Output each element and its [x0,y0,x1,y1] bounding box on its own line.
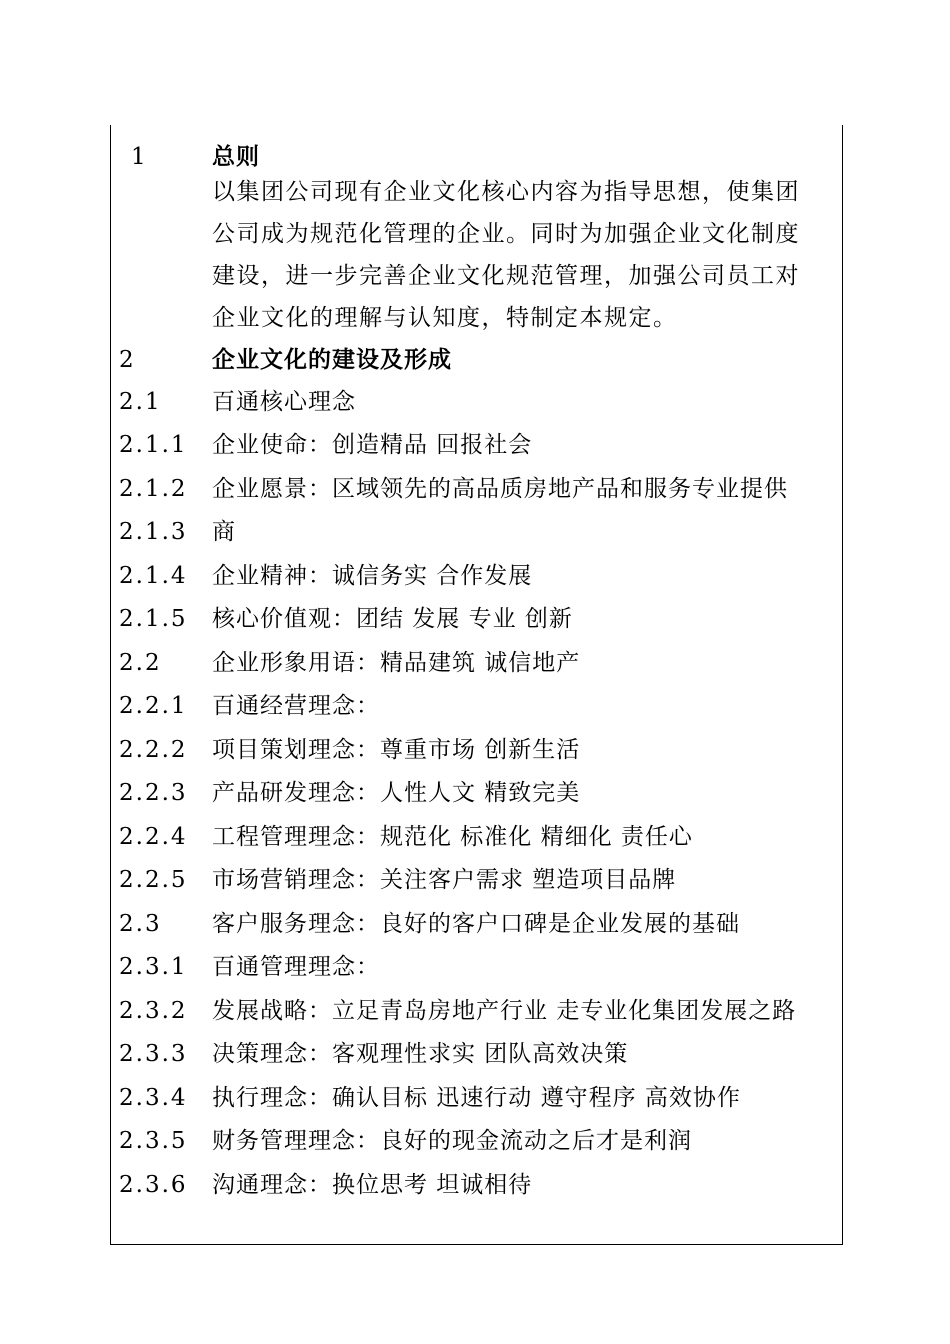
item-text: 企业使命：创造精品 回报社会 [212,432,533,458]
item-number: 2.3.1 [119,954,188,980]
list-item [111,556,844,596]
item-number: 2.2.4 [119,824,188,850]
item-number: 2.1.5 [119,606,188,632]
item-number: 2.3 [119,911,162,937]
list-item [111,643,844,683]
item-number: 2.1 [119,389,162,415]
item-text: 企业形象用语：精品建筑 诚信地产 [212,650,581,676]
section-title: 企业文化的建设及形成 [212,347,452,373]
paragraph-line: 建设，进一步完善企业文化规范管理，加强公司员工对 [212,263,800,289]
list-item [111,1078,844,1118]
list-item [111,773,844,813]
item-number: 2.2 [119,650,162,676]
paragraph-line: 公司成为规范化管理的企业。同时为加强企业文化制度 [212,221,800,247]
section-heading-2 [111,340,844,380]
list-item [111,1121,844,1161]
item-number: 2.3.3 [119,1041,188,1067]
item-text: 发展战略：立足青岛房地产行业 走专业化集团发展之路 [212,998,797,1024]
item-number: 2.3.4 [119,1085,188,1111]
section-number: 2 [119,347,136,373]
item-number: 2.3.2 [119,998,188,1024]
list-item [111,817,844,857]
item-text: 执行理念：确认目标 迅速行动 遵守程序 高效协作 [212,1085,741,1111]
item-text: 产品研发理念：人性人文 精致完美 [212,780,581,806]
item-text: 企业愿景：区域领先的高品质房地产品和服务专业提供 [212,476,788,502]
item-text: 沟通理念：换位思考 坦诚相待 [212,1172,533,1198]
item-text: 客户服务理念：良好的客户口碑是企业发展的基础 [212,911,740,937]
list-item [111,382,844,422]
list-item [111,599,844,639]
item-text: 百通管理理念： [212,954,380,980]
item-number: 2.1.4 [119,563,188,589]
item-number: 2.3.6 [119,1172,188,1198]
section-title: 总则 [212,144,260,170]
item-number: 2.2.3 [119,780,188,806]
item-text: 百通经营理念： [212,693,380,719]
list-item [111,425,844,465]
list-item [111,860,844,900]
item-number: 2.1.2 [119,476,188,502]
item-text: 决策理念：客观理性求实 团队高效决策 [212,1041,629,1067]
item-text: 项目策划理念：尊重市场 创新生活 [212,737,581,763]
item-number: 2.1.1 [119,432,188,458]
paragraph-line: 企业文化的理解与认知度，特制定本规定。 [212,305,678,331]
item-number: 2.2.1 [119,693,188,719]
item-number: 2.1.3 [119,519,188,545]
item-text: 商 [212,519,236,545]
list-item [111,947,844,987]
item-text: 财务管理理念：良好的现金流动之后才是利润 [212,1128,692,1154]
list-item [111,512,844,552]
list-item [111,686,844,726]
item-number: 2.3.5 [119,1128,188,1154]
list-item [111,1034,844,1074]
item-text: 核心价值观：团结 发展 专业 创新 [212,606,573,632]
item-number: 2.2.2 [119,737,188,763]
list-item [111,904,844,944]
item-text: 百通核心理念 [212,389,356,415]
item-text: 市场营销理念：关注客户需求 塑造项目品牌 [212,867,677,893]
list-item [111,991,844,1031]
document-frame [110,125,843,1245]
section-number: 1 [131,144,148,170]
item-text: 企业精神：诚信务实 合作发展 [212,563,533,589]
intro-paragraph [212,171,844,339]
item-number: 2.2.5 [119,867,188,893]
item-text: 工程管理理念：规范化 标准化 精细化 责任心 [212,824,693,850]
list-item [111,1165,844,1205]
list-item [111,730,844,770]
list-item [111,469,844,509]
paragraph-line: 以集团公司现有企业文化核心内容为指导思想，使集团 [212,179,800,205]
